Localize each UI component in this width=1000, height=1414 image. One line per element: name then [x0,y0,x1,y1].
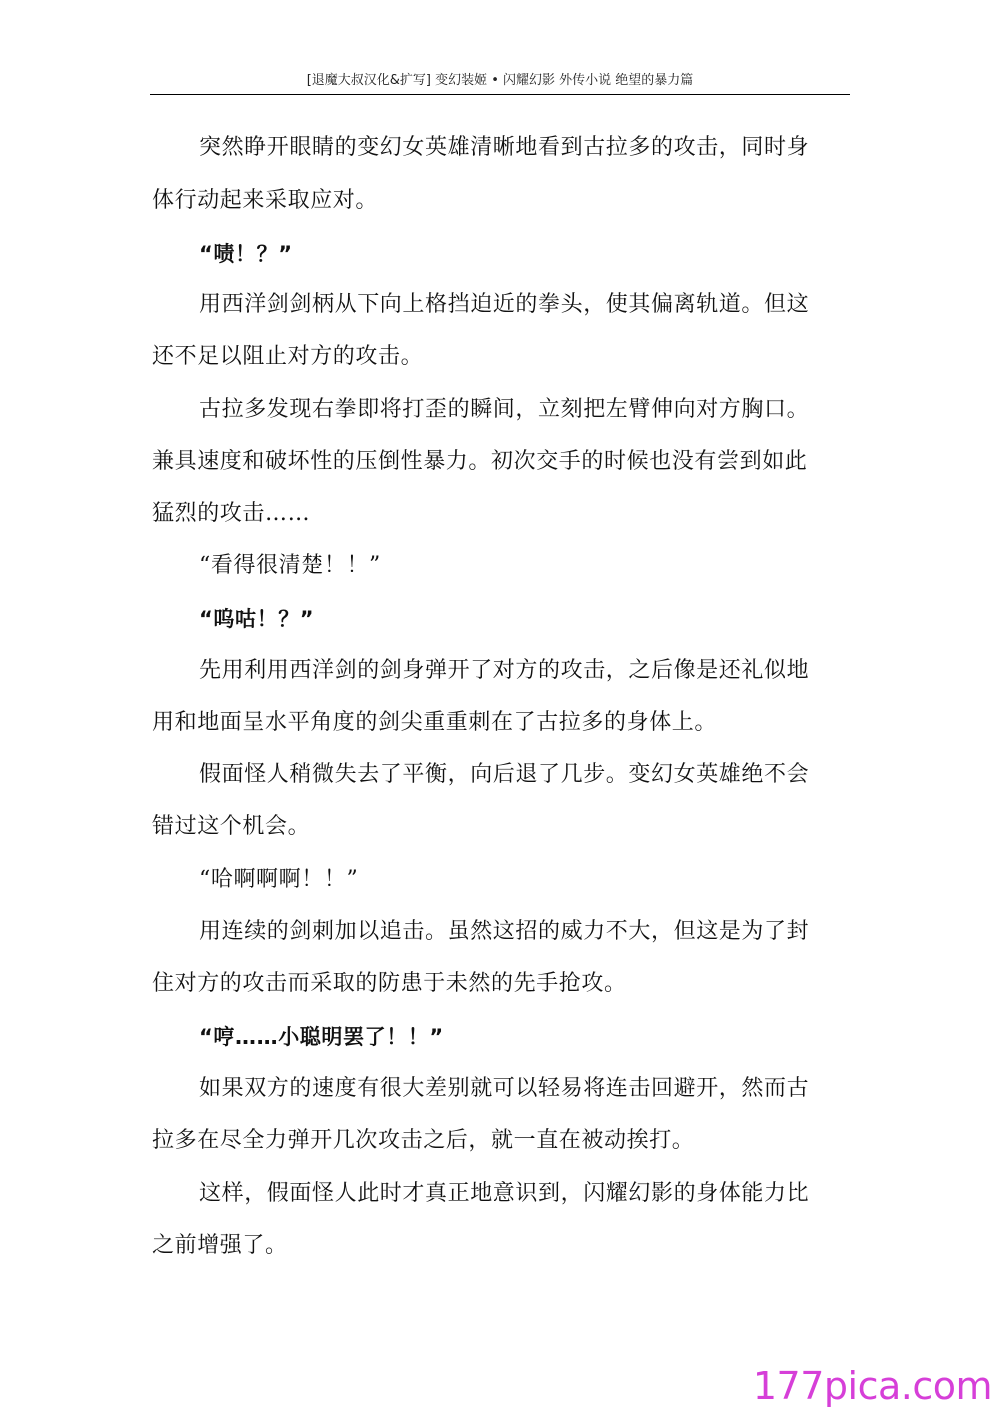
paragraph-line: 还不足以阻止对方的攻击。 [152,344,424,369]
dialogue-line: “看得很清楚！！” [199,553,381,578]
dialogue-line: “啧！？” [199,242,293,266]
page-header-title: [退魔大叔汉化&扩写] 变幻装姬 • 闪耀幻影 外传小说 绝望的暴力篇 [306,73,694,88]
paragraph-line: 先用利用西洋剑的剑身弹开了对方的攻击，之后像是还礼似地 [199,658,810,683]
paragraph-line: 体行动起来采取应对。 [152,188,379,213]
paragraph-line: 猛烈的攻击…… [152,501,311,526]
paragraph-line: 住对方的攻击而采取的防患于未然的先手抢攻。 [152,971,627,996]
paragraph-line: 用连续的剑刺加以追击。虽然这招的威力不大，但这是为了封 [199,919,810,944]
paragraph-line: 这样，假面怪人此时才真正地意识到，闪耀幻影的身体能力比 [199,1181,810,1206]
paragraph-line: 之前增强了。 [152,1233,288,1258]
paragraph-line: 兼具速度和破坏性的压倒性暴力。初次交手的时候也没有尝到如此 [152,449,808,474]
dialogue-line: “哼……小聪明罢了！！” [199,1025,444,1049]
paragraph-line: 突然睁开眼睛的变幻女英雄清晰地看到古拉多的攻击，同时身 [199,135,810,160]
paragraph-line: 用和地面呈水平角度的剑尖重重刺在了古拉多的身体上。 [152,710,718,735]
dialogue-line: “呜咕！？” [199,607,315,631]
paragraph-line: 错过这个机会。 [152,814,311,839]
dialogue-line: “哈啊啊啊！！” [199,867,359,892]
paragraph-line: 用西洋剑剑柄从下向上格挡迫近的拳头，使其偏离轨道。但这 [199,292,810,317]
site-watermark: 177pica.com [752,1364,992,1408]
paragraph-line: 古拉多发现右拳即将打歪的瞬间，立刻把左臂伸向对方胸口。 [199,397,810,422]
paragraph-line: 假面怪人稍微失去了平衡，向后退了几步。变幻女英雄绝不会 [199,762,810,787]
header-divider [150,94,850,95]
paragraph-line: 拉多在尽全力弹开几次攻击之后，就一直在被动挨打。 [152,1128,695,1153]
paragraph-line: 如果双方的速度有很大差别就可以轻易将连击回避开，然而古 [199,1076,810,1101]
